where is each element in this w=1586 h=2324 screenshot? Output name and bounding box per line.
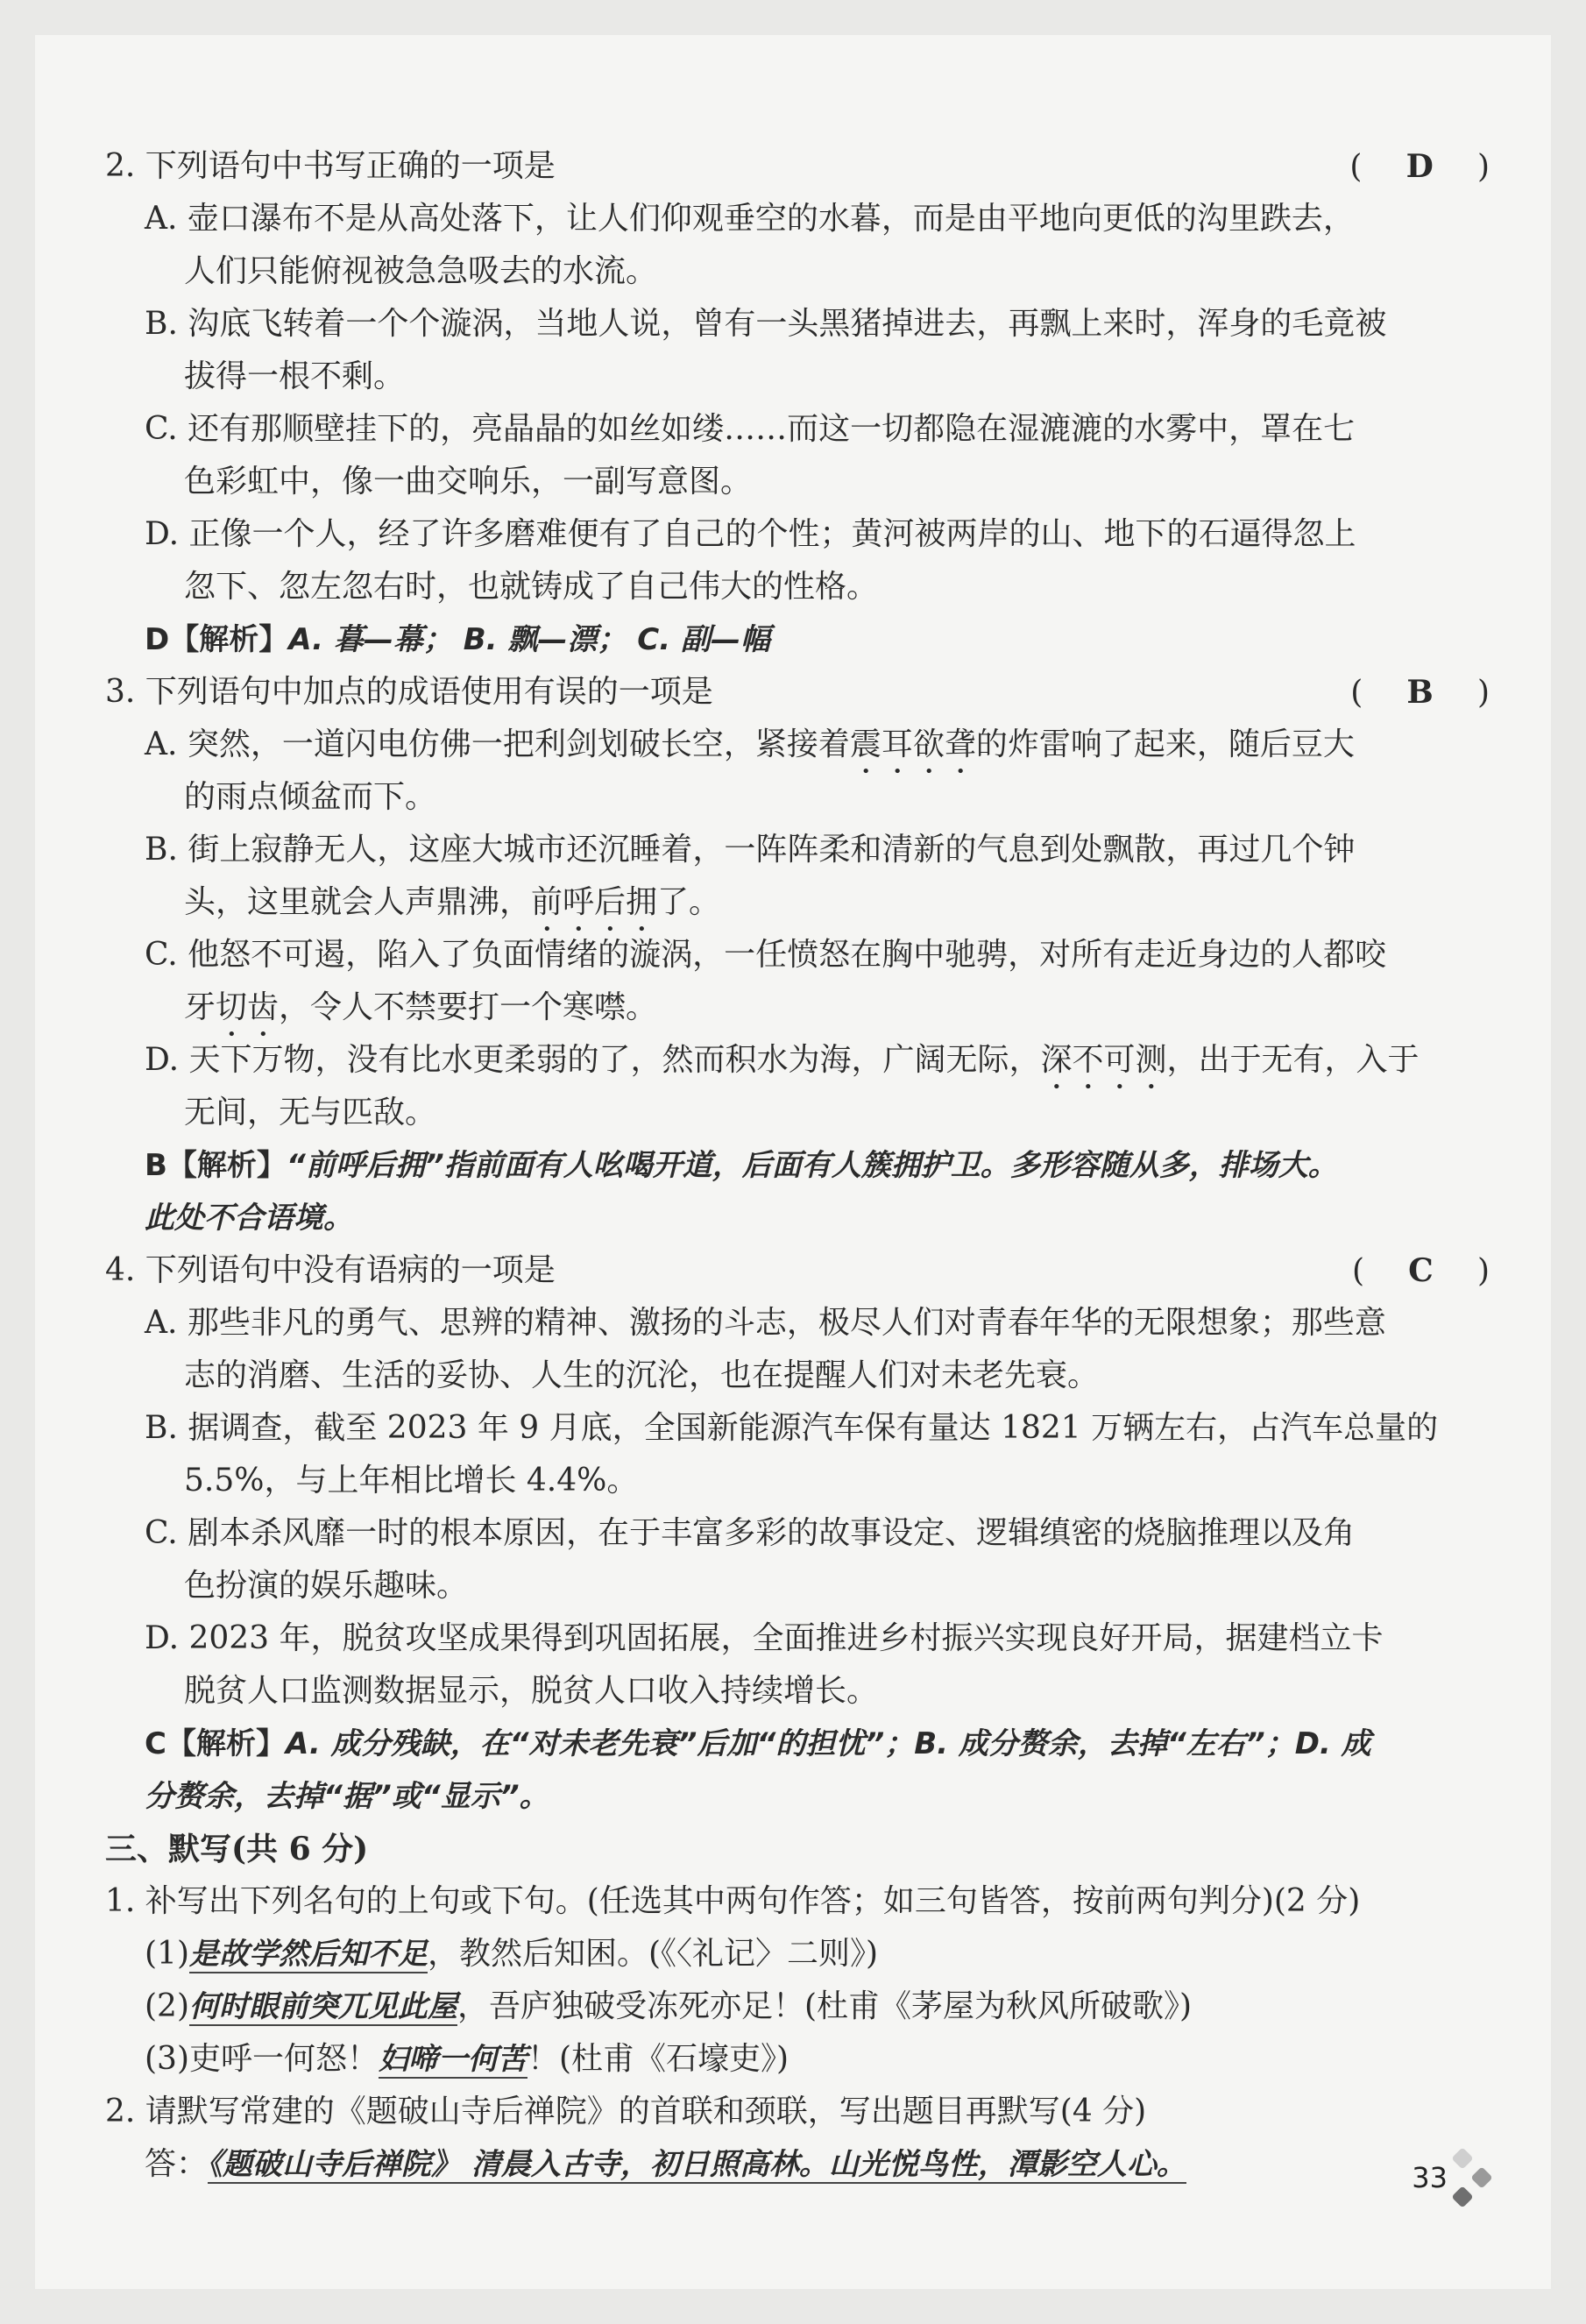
q3-answer: ( B ) <box>1350 674 1490 711</box>
q3-option-d: D. 天下万物，没有比水更柔弱的了，然而积水为海，广阔无际，深不可测，出于无有，入于 <box>145 1042 1420 1078</box>
q4-analysis: C【解析】A. 成分残缺，在“对未老先衰”后加“的担忧”；B. 成分赘余，去掉“左右”；D. 成 <box>145 1726 1371 1761</box>
q4-answer: ( C ) <box>1351 1252 1490 1289</box>
content <box>105 140 1490 2191</box>
q2-option-a-cont: 人们只能俯视被急急吸去的水流。 <box>184 253 658 289</box>
q2-analysis: D【解析】A. 暮—幕； B. 飘—漂； C. 副—幅 <box>145 622 770 657</box>
section-title: 三、默写(共 6 分) <box>105 1831 369 1867</box>
s3-q1-item-1: (1)是故学然后知不足，教然后知困。(《〈礼记〉二则》) <box>145 1936 879 1972</box>
page-number: 33 <box>1412 2161 1448 2194</box>
q4-option-b: B. 据调查，截至 2023 年 9 月底，全国新能源汽车保有量达 1821 万辆左右，占汽车总量的 <box>145 1410 1439 1446</box>
q4-option-c: C. 剧本杀风靡一时的根本原因，在于丰富多彩的故事设定、逻辑缜密的烧脑推理以及角 <box>145 1515 1356 1551</box>
s3-q2-stem: 2. 请默写常建的《题破山寺后禅院》的首联和颈联，写出题目再默写(4 分) <box>105 2094 1147 2129</box>
q4-analysis-cont: 分赘余，去掉“据”或“显示”。 <box>145 1779 549 1814</box>
s3-q2-answer: 答：《题破山寺后禅院》 清晨入古寺，初日照高林。山光悦鸟性，潭影空人心。 <box>145 2146 1186 2182</box>
dotted-idiom: 震耳欲聋 <box>849 726 976 762</box>
q3-option-a-cont: 的雨点倾盆而下。 <box>184 779 437 815</box>
s3-q1-item-2: (2)何时眼前突兀见此屋，吾庐独破受冻死亦足！(杜甫《茅屋为秋风所破歌》) <box>145 1988 1193 2024</box>
q3-option-b-cont: 头，这里就会人声鼎沸，前呼后拥了。 <box>184 884 721 920</box>
handwritten-answer: 是故学然后知不足 <box>189 1937 428 1972</box>
q4-option-d: D. 2023 年，脱贫攻坚成果得到巩固拓展，全面推进乡村振兴实现良好开局，据建档立卡 <box>145 1620 1384 1656</box>
q2-option-a: A. 壶口瀑布不是从高处落下，让人们仰观垂空的水暮，而是由平地向更低的沟里跌去， <box>145 201 1355 237</box>
q2-option-d-cont: 忽下、忽左忽右时，也就铸成了自己伟大的性格。 <box>184 569 879 605</box>
page <box>35 35 1551 2289</box>
q2-stem: 2. 下列语句中书写正确的一项是 ( D ) <box>105 140 1490 193</box>
dotted-idiom: 深不可测 <box>1040 1042 1167 1078</box>
handwritten-answer: 《题破山寺后禅院》 清晨入古寺，初日照高林。山光悦鸟性，潭影空人心。 <box>208 2147 1186 2182</box>
q3-option-c-cont: 牙切齿，令人不禁要打一个寒噤。 <box>184 989 658 1025</box>
q2-answer: ( D ) <box>1349 148 1490 185</box>
q3-option-d-cont: 无间，无与匹敌。 <box>184 1095 437 1130</box>
q3-analysis: B【解析】“前呼后拥”指前面有人吆喝开道，后面有人簇拥护卫。多形容随从多，排场大。 <box>145 1148 1338 1183</box>
handwritten-answer: 何时眼前突兀见此屋 <box>189 1989 457 2024</box>
handwritten-answer: 妇啼一何苦 <box>379 2042 528 2077</box>
q3-stem: 3. 下列语句中加点的成语使用有误的一项是 ( B ) <box>105 666 1490 719</box>
q4-option-d-cont: 脱贫人口监测数据显示，脱贫人口收入持续增长。 <box>184 1673 879 1709</box>
q3-option-a: A. 突然，一道闪电仿佛一把利剑划破长空，紧接着震耳欲聋的炸雷响了起来，随后豆大 <box>145 726 1355 762</box>
q2-option-b: B. 沟底飞转着一个个漩涡，当地人说，曾有一头黑猪掉进去，再飘上来时，浑身的毛竟被 <box>145 306 1387 342</box>
q3-option-c: C. 他怒不可遏，陷入了负面情绪的漩涡，一任愤怒在胸中驰骋，对所有走近身边的人都咬 <box>145 937 1387 973</box>
q4-option-a: A. 那些非凡的勇气、思辨的精神、激扬的斗志，极尽人们对青春年华的无限想象；那些意 <box>145 1305 1386 1341</box>
s3-q1-item-3: (3)吏呼一何怒！妇啼一何苦！(杜甫《石壕吏》) <box>145 2041 789 2077</box>
q2-option-d: D. 正像一个人，经了许多磨难便有了自己的个性；黄河被两岸的山、地下的石逼得忽上 <box>145 516 1356 552</box>
dotted-idiom: 切齿 <box>216 989 280 1025</box>
q4-stem: 4. 下列语句中没有语病的一项是 ( C ) <box>105 1244 1490 1297</box>
q4-option-c-cont: 色扮演的娱乐趣味。 <box>184 1568 469 1604</box>
q2-option-c: C. 还有那顺壁挂下的，亮晶晶的如丝如缕……而这一切都隐在湿漉漉的水雾中，罩在七 <box>145 411 1356 447</box>
dotted-idiom: 前呼后拥 <box>531 884 658 920</box>
q3-option-b: B. 街上寂静无人，这座大城市还沉睡着，一阵阵柔和清新的气息到处飘散，再过几个钟 <box>145 832 1356 868</box>
q2-option-c-cont: 色彩虹中，像一曲交响乐，一副写意图。 <box>184 464 753 500</box>
q4-option-b-cont: 5.5%，与上年相比增长 4.4%。 <box>184 1463 639 1499</box>
q2-option-b-cont: 拔得一根不剩。 <box>184 358 406 394</box>
q3-analysis-cont: 此处不合语境。 <box>145 1201 353 1236</box>
s3-q1-stem: 1. 补写出下列名句的上句或下句。(任选其中两句作答；如三句皆答，按前两句判分)(2 分) <box>105 1883 1361 1919</box>
q4-option-a-cont: 志的消磨、生活的妥协、人生的沉沦，也在提醒人们对未老先衰。 <box>184 1357 1100 1393</box>
